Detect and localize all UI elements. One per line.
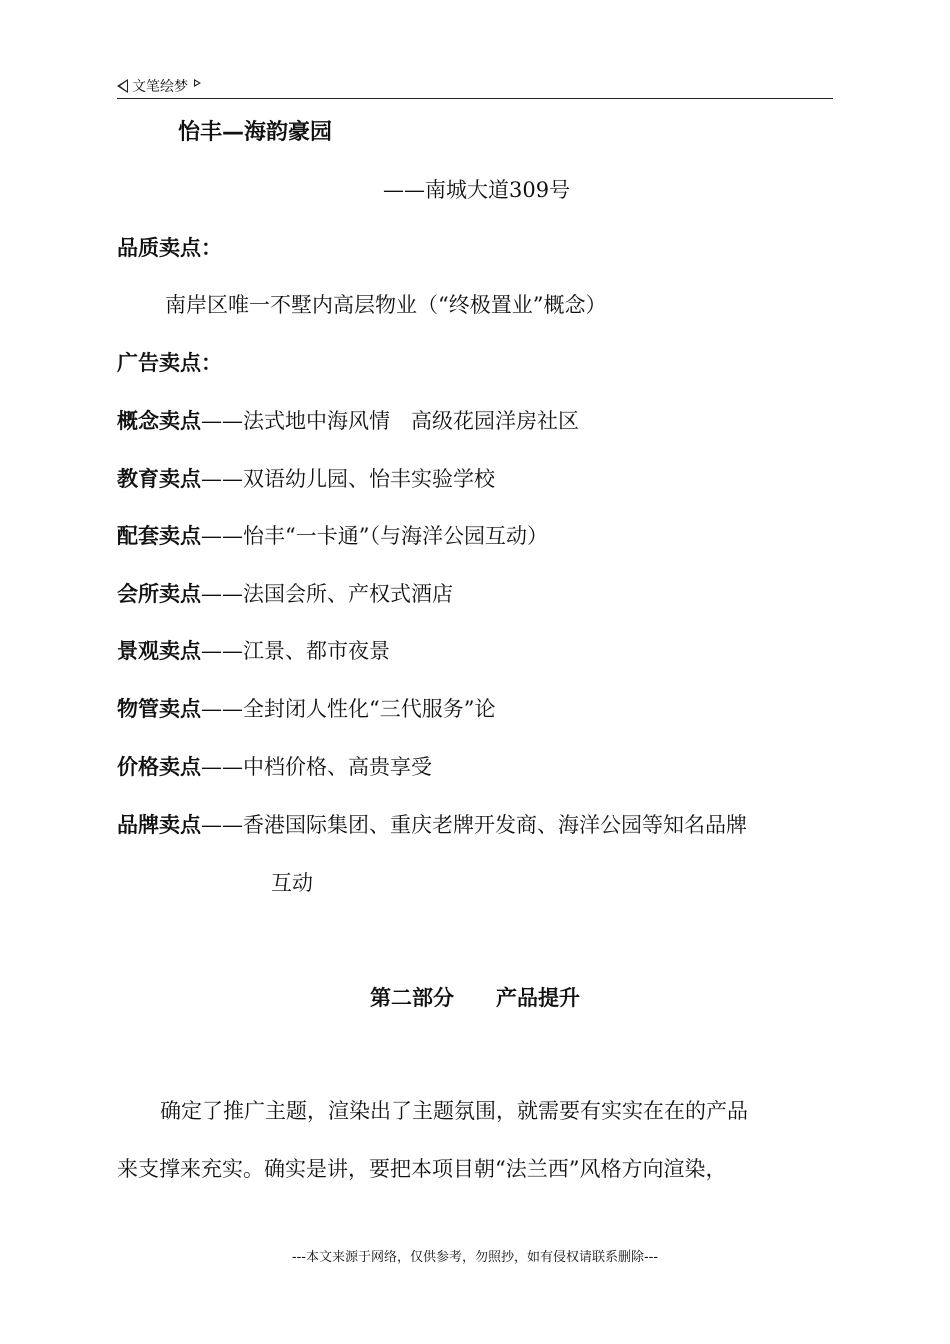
selling-point [117, 810, 747, 840]
selling-point [117, 579, 453, 609]
selling-point-text: ——法国会所、产权式酒店 [201, 582, 453, 606]
header-logo [117, 76, 201, 96]
paragraph-line: 来支撑来充实。确实是讲，要把本项目朝“法兰西”风格方向渲染， [117, 1157, 727, 1181]
selling-point-text: ——香港国际集团、重庆老牌开发商、海洋公园等知名品牌 [201, 813, 747, 837]
selling-point-text: ——中档价格、高贵享受 [201, 755, 432, 779]
selling-point [117, 464, 495, 494]
doc-address: ——南城大道309号 [383, 178, 571, 202]
selling-point-label: 价格卖点 [117, 755, 201, 779]
selling-point-label: 概念卖点 [117, 409, 201, 433]
triangle-right-icon [194, 79, 201, 87]
brand-continuation: 互动 [271, 871, 313, 895]
selling-point [117, 521, 548, 551]
section-title: 第二部分 产品提升 [370, 986, 580, 1010]
selling-point [117, 636, 390, 666]
quality-heading: 品质卖点： [117, 236, 222, 260]
paragraph-line: 确定了推广主题，渲染出了主题氛围，就需要有实实在在的产品 [160, 1099, 748, 1123]
selling-point-text: ——江景、都市夜景 [201, 639, 390, 663]
selling-point-label: 品牌卖点 [117, 813, 201, 837]
selling-point-text: ——法式地中海风情 高级花园洋房社区 [201, 409, 579, 433]
ad-heading: 广告卖点： [117, 351, 222, 375]
selling-point [117, 752, 432, 782]
selling-point-label: 教育卖点 [117, 467, 201, 491]
selling-point-text: ——全封闭人性化“三代服务”论 [201, 697, 496, 721]
doc-title: 怡丰—海韵豪园 [178, 120, 333, 145]
selling-point [117, 694, 495, 724]
selling-point-label: 景观卖点 [117, 639, 201, 663]
selling-point-text: ——双语幼儿园、怡丰实验学校 [201, 467, 495, 491]
page-footer: ---本文来源于网络，仅供参考，勿照抄，如有侵权请联系删除--- [291, 1250, 659, 1265]
triangle-left-icon [117, 79, 128, 93]
selling-point-label: 物管卖点 [117, 697, 201, 721]
selling-point-label: 会所卖点 [117, 582, 201, 606]
selling-point-text: ——怡丰“一卡通”（与海洋公园互动） [201, 524, 548, 548]
header-text: 文笔绘梦 [132, 79, 188, 95]
selling-point-label: 配套卖点 [117, 524, 201, 548]
page-header [117, 74, 833, 99]
quality-text: 南岸区唯一不墅内高层物业（“终极置业”概念） [165, 293, 607, 317]
selling-point [117, 406, 579, 436]
